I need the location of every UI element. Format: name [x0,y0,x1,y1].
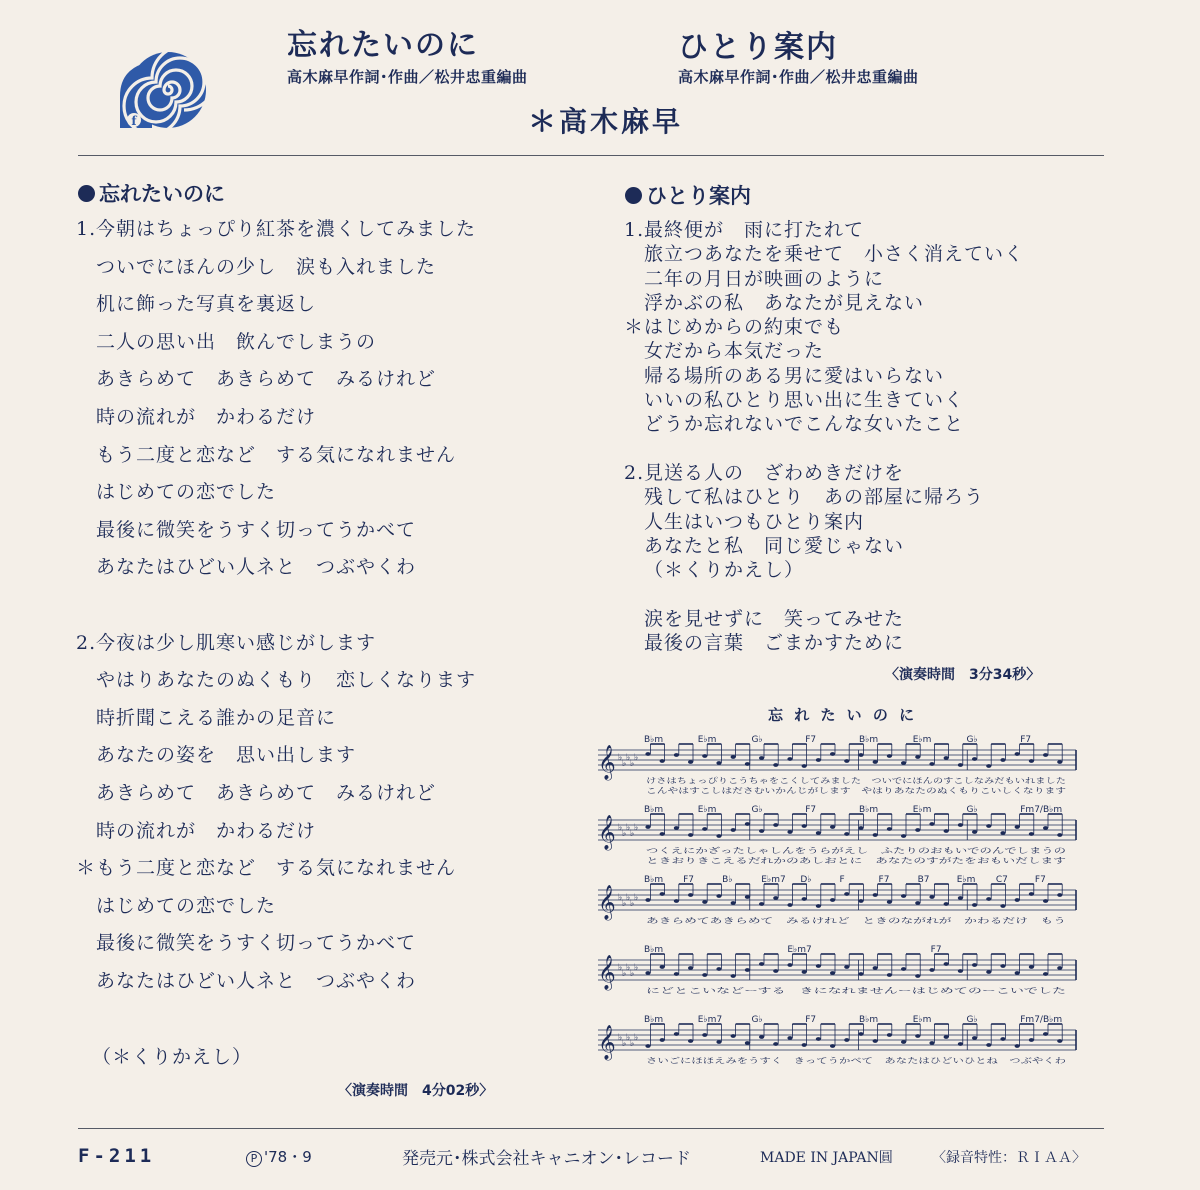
note-head [816,831,821,835]
note-head [660,965,665,969]
song-a-title: 忘れたいのに [287,28,479,63]
note-head [773,763,778,767]
chord-label: E♭m [912,805,932,815]
flat-icon: ♭ [634,753,639,763]
note-head [688,1039,693,1043]
note-head [1057,833,1062,837]
note-head [674,826,679,830]
note-head [972,903,977,907]
lyric-line: ついでにほんの少し 涙も入れました [96,255,437,278]
lyric-line: 1. 今朝はちょっぴり紅茶を濃くしてみました [76,218,477,240]
lyric-line: 浮かぶの私 あなたが見えない [644,291,925,314]
lyric-line: 旅立つあなたを乗せて 小さく消えていく [644,243,1025,266]
note-head [802,897,807,901]
note-head [1000,831,1005,835]
note-head [759,829,764,833]
score-lyric: けさはちょっぴりこうちゃをこくしてみました ついでにほんのすこしなみだもいれました [646,776,1066,785]
note-head [986,764,991,768]
lyric-line: 残して私はひとり あの部屋に帰ろう [644,486,985,509]
note-head [1000,1037,1005,1041]
lyric-line: あなたはひどい人ネと つぶやくわ [96,556,417,579]
note-head [1029,965,1034,969]
treble-clef-icon: 𝄞 [598,885,616,920]
note-head [1057,760,1062,764]
lyric-line: 最後に微笑をうすく切ってうかべて [96,518,417,541]
note-head [958,896,963,900]
note-head [745,1041,750,1045]
flat-icon: ♭ [622,829,627,839]
note-head [1057,966,1062,970]
note-head [1029,1038,1034,1042]
note-head [716,1040,721,1044]
lyric-line: 女だから本気だった [644,340,825,363]
note-head [674,753,679,757]
note-head [915,828,920,832]
note-head [773,823,778,827]
chord-label: G♭ [751,1015,763,1025]
flat-icon: ♭ [630,829,635,839]
note-head [759,1035,764,1039]
note-head [1015,1044,1020,1048]
note-head [702,973,707,977]
chord-label: Fm7/B♭m [1020,805,1063,815]
chord-label: B♭m [644,805,664,815]
chord-label: B7 [917,875,930,885]
lyric-line: あなたはひどい人ネと つぶやくわ [96,969,417,992]
left-duration: 〈演奏時間 4分02秒〉 [338,1083,494,1099]
chord-label: E♭m [956,875,976,885]
note-head [901,761,906,765]
lyric-line: 二人の思い出 飲んでしまうの [96,330,377,353]
note-head [958,1042,963,1046]
note-head [929,968,934,972]
note-head [759,902,764,906]
right-duration: 〈演奏時間 3分34秒〉 [885,667,1041,683]
chord-label: G♭ [751,735,763,745]
note-head [844,759,849,763]
note-head [944,1035,949,1039]
lyric-line: ＊ はじめからの約束でも [624,316,845,339]
svg-text:f: f [131,114,137,128]
note-head [830,825,835,829]
note-head [1043,826,1048,830]
note-head [972,830,977,834]
note-head [887,754,892,758]
flat-icon: ♭ [630,1039,635,1049]
note-head [787,830,792,834]
chord-label: B♭m [859,735,879,745]
note-head [1043,1032,1048,1036]
staff-system [598,1015,1076,1065]
chord-label: F7 [1034,875,1046,885]
note-head [745,822,750,826]
note-head [972,757,977,761]
note-head [830,1044,835,1048]
score-svg [596,730,1086,1085]
note-head [929,822,934,826]
note-head [1029,892,1034,896]
flat-icon: ♭ [622,969,627,979]
chord-label: F7 [930,945,942,955]
note-head [1043,972,1048,976]
chord-label: B♭ [722,875,733,885]
note-head [773,969,778,973]
note-head [873,760,878,764]
lyric-line: やはりあなたのぬくもり 恋しくなります [96,669,477,692]
lyric-line: （＊くりかえし） [644,559,805,582]
lyric-line: 帰る場所のある男に愛はいらない [644,364,945,387]
note-head [731,974,736,978]
flat-icon: ♭ [618,753,623,763]
chord-label: E♭m [697,805,717,815]
lyric-line: ＊ もう二度と恋など する気になれません [76,857,457,880]
note-head [745,968,750,972]
lyric-line: 時の流れが かわるだけ [96,405,317,428]
left-repeat-note: （＊くりかえし） [92,1046,253,1068]
lyric-line: 二年の月日が映画のように [644,267,885,290]
flat-icon: ♭ [630,899,635,909]
note-head [844,965,849,969]
right-lyrics [624,218,1024,655]
flat-icon: ♭ [634,893,639,903]
flat-icon: ♭ [626,893,631,903]
lyric-line: どうか忘れないでこんな女いたこと [644,413,965,436]
note-head [873,893,878,897]
note-head [716,894,721,898]
publisher: 発売元･株式会社キャニオン･レコード [402,1149,691,1169]
note-head [816,964,821,968]
note-head [1029,759,1034,763]
note-head [688,833,693,837]
note-head [688,966,693,970]
note-head [1000,964,1005,968]
note-head [645,971,650,975]
note-head [972,1036,977,1040]
treble-clef-icon: 𝄞 [598,815,616,850]
note-head [958,969,963,973]
note-head [660,832,665,836]
flat-icon: ♭ [622,899,627,909]
chord-label: F7 [1020,735,1032,745]
note-head [986,897,991,901]
note-head [745,895,750,899]
flat-icon: ♭ [634,1033,639,1043]
song-b-credit: 高木麻早作詞･作曲／松井忠重編曲 [678,68,919,86]
note-head [802,970,807,974]
chord-label: F7 [683,875,694,885]
note-head [1015,825,1020,829]
staff-system [598,945,1076,995]
note-head [887,827,892,831]
chord-label: D♭ [800,875,812,885]
note-head [1029,832,1034,836]
lyric-line: 人生はいつもひとり案内 [644,510,865,533]
chord-label: F7 [805,805,817,815]
staff-system [598,805,1076,865]
lyric-line: 2. 今夜は少し肌寒い感じがします [76,631,377,654]
note-head [873,966,878,970]
note-head [830,971,835,975]
lyric-line: 最後に微笑をうすく切ってうかべて [96,932,417,955]
lyric-line: 最後の言葉 ごまかすために [644,632,905,655]
lyric-line: もう二度と恋など する気になれません [96,443,457,466]
note-head [901,834,906,838]
note-head [816,1037,821,1041]
note-head [731,901,736,905]
note-head [858,1032,863,1036]
treble-clef-icon: 𝄞 [598,1025,616,1060]
note-head [986,1043,991,1047]
note-head [731,1034,736,1038]
note-head [873,833,878,837]
flat-icon: ♭ [626,823,631,833]
note-head [702,900,707,904]
bullet-dot-icon [78,185,95,202]
note-head [915,1034,920,1038]
note-head [887,900,892,904]
flat-icon: ♭ [618,1033,623,1043]
lyric-line: 1. 最終便が 雨に打たれて [624,219,865,241]
chord-label: F [839,875,845,885]
lyric-line: あなたの姿を 思い出します [96,744,357,767]
note-head [1043,899,1048,903]
flat-icon: ♭ [622,1039,627,1049]
score-lyric: にどとこいなどーする きになれませんーはじめてのーこいでした [646,986,1066,995]
note-head [830,752,835,756]
score-title: 忘 れ た い の に [768,706,918,724]
note-head [759,962,764,966]
left-heading-text: 忘れたいのに [99,182,225,206]
bottom-divider [78,1128,1104,1129]
flat-icon: ♭ [626,963,631,973]
note-head [645,825,650,829]
score-lyric: さいごにほほえみをうすく きってうかべて あなたはひどいひとね つぶやくわ [646,1056,1066,1065]
note-head [901,1040,906,1044]
note-head [929,1041,934,1045]
note-head [1000,758,1005,762]
note-head [787,963,792,967]
flat-icon: ♭ [626,1033,631,1043]
chord-label: F7 [805,1015,817,1025]
lyric-line: 時折聞こえる誰かの足音に [96,706,337,729]
note-head [702,754,707,758]
flat-icon: ♭ [622,759,627,769]
note-head [674,899,679,903]
note-head [958,763,963,767]
chord-label: B♭m [644,1015,664,1025]
note-head [844,892,849,896]
note-head [716,761,721,765]
chord-label: E♭m [697,735,717,745]
chord-label: E♭m [912,735,932,745]
note-head [1015,898,1020,902]
chord-label: G♭ [751,805,763,815]
release-date: P '78・9 [246,1146,312,1167]
made-in: MADE IN JAPAN圓 [760,1150,893,1166]
note-head [1000,904,1005,908]
note-head [858,899,863,903]
chord-label: E♭m [912,1015,932,1025]
note-head [702,827,707,831]
note-head [745,762,750,766]
note-head [901,894,906,898]
chord-label: F7 [878,875,890,885]
note-head [972,963,977,967]
note-head [944,829,949,833]
note-head [844,1038,849,1042]
sheet-music [596,730,1086,1085]
verse-gap [76,587,476,625]
chord-label: G♭ [966,1015,978,1025]
chord-label: Fm7/B♭m [1020,1015,1063,1025]
note-head [702,1033,707,1037]
note-head [787,757,792,761]
note-head [1057,893,1062,897]
chord-label: B♭m [859,1015,879,1025]
note-head [731,828,736,832]
note-head [645,752,650,756]
lyric-line: 机に飾った写真を裏返し [96,293,317,316]
flat-icon: ♭ [618,823,623,833]
lyric-line: はじめての恋でした [96,894,277,917]
chord-label: E♭m7 [787,945,812,955]
chord-label: B♭m [644,945,664,955]
chord-label: E♭m7 [697,1015,723,1025]
note-head [787,903,792,907]
phonogram-icon: P [246,1151,262,1167]
catalog-number: F-211 [78,1145,156,1167]
flat-icon: ♭ [634,963,639,973]
note-head [688,760,693,764]
lyric-line: あきらめて あきらめて みるけれど [96,368,437,391]
note-head [660,759,665,763]
chord-label: B♭m [859,805,879,815]
recording-characteristic: 〈録音特性：ＲＩＡＡ〉 [932,1150,1086,1166]
left-section-heading [78,178,225,208]
right-section-heading [625,180,751,210]
note-head [844,832,849,836]
note-head [929,895,934,899]
note-head [773,1042,778,1046]
note-head [944,756,949,760]
note-head [986,970,991,974]
note-head [873,1039,878,1043]
note-head [816,758,821,762]
note-head [858,753,863,757]
note-head [759,756,764,760]
staff-system [598,875,1076,925]
flat-icon: ♭ [618,963,623,973]
artist-name: ＊高木麻早 [528,105,684,138]
top-divider [78,155,1104,156]
note-head [858,972,863,976]
flat-icon: ♭ [630,759,635,769]
staff-system [598,735,1076,795]
note-head [802,764,807,768]
song-b-title: ひとり案内 [678,30,838,65]
note-head [660,1038,665,1042]
left-lyrics [76,211,476,1000]
note-head [887,1033,892,1037]
flat-icon: ♭ [630,969,635,979]
bullet-dot-icon [625,187,642,204]
flat-icon: ♭ [634,823,639,833]
lyric-line: いいの私ひとり思い出に生きていく [644,389,965,412]
score-lyric: ときおりきこえるだれかのあしおとに あなたのすがたをおもいだします [646,856,1067,865]
lyric-line: あなたと私 同じ愛じゃない [644,534,905,557]
song-a-credit: 高木麻早作詞･作曲／松井忠重編曲 [287,68,528,86]
note-head [929,762,934,766]
note-head [858,826,863,830]
chord-label: B♭m [644,875,664,885]
note-head [1043,753,1048,757]
lyric-line: あきらめて あきらめて みるけれど [96,781,437,804]
note-head [901,967,906,971]
chord-label: C7 [995,875,1008,885]
note-head [674,972,679,976]
lyric-line: 時の流れが かわるだけ [96,819,317,842]
note-head [674,1032,679,1036]
note-head [958,823,963,827]
lyric-line: 涙を見せずに 笑ってみせた [644,607,905,630]
note-head [660,892,665,896]
score-lyric: こんやはすこしはださむいかんじがします やはりあなたのぬくもりこいしくなります [646,786,1067,795]
verse-gap [624,437,1024,461]
flat-icon: ♭ [626,753,631,763]
note-head [645,898,650,902]
chord-label: G♭ [966,735,978,745]
note-head [944,902,949,906]
score-lyric: あきらめてあきらめて みるけれど ときのながれが かわるだけ もう [646,916,1066,925]
chord-label: F7 [805,735,817,745]
note-head [915,901,920,905]
note-head [986,824,991,828]
note-head [830,898,835,902]
treble-clef-icon: 𝄞 [598,955,616,990]
chord-label: B♭m [644,735,664,745]
note-head [716,834,721,838]
note-head [716,967,721,971]
note-head [1015,752,1020,756]
note-head [802,1043,807,1047]
note-head [802,824,807,828]
note-head [731,755,736,759]
note-head [816,904,821,908]
note-head [887,973,892,977]
note-head [915,755,920,759]
note-head [688,893,693,897]
note-head [1015,971,1020,975]
note-head [645,1044,650,1048]
note-head [944,962,949,966]
note-head [787,1036,792,1040]
note-head [773,896,778,900]
label-logo [112,50,212,132]
flat-icon: ♭ [618,893,623,903]
verse-gap [624,582,1024,606]
score-lyric: つくえにかざったしゃしんをうらがえし ふたりのおもいでのんでしまうの [646,846,901,855]
chord-label: E♭m7 [761,875,786,885]
chord-label: G♭ [966,805,978,815]
note-head [915,974,920,978]
right-heading-text: ひとり案内 [646,184,751,208]
note-head [1057,1039,1062,1043]
treble-clef-icon: 𝄞 [598,745,616,780]
lyric-line: 2. 見送る人の ざわめきだけを [624,461,905,484]
lyric-line: はじめての恋でした [96,481,277,504]
